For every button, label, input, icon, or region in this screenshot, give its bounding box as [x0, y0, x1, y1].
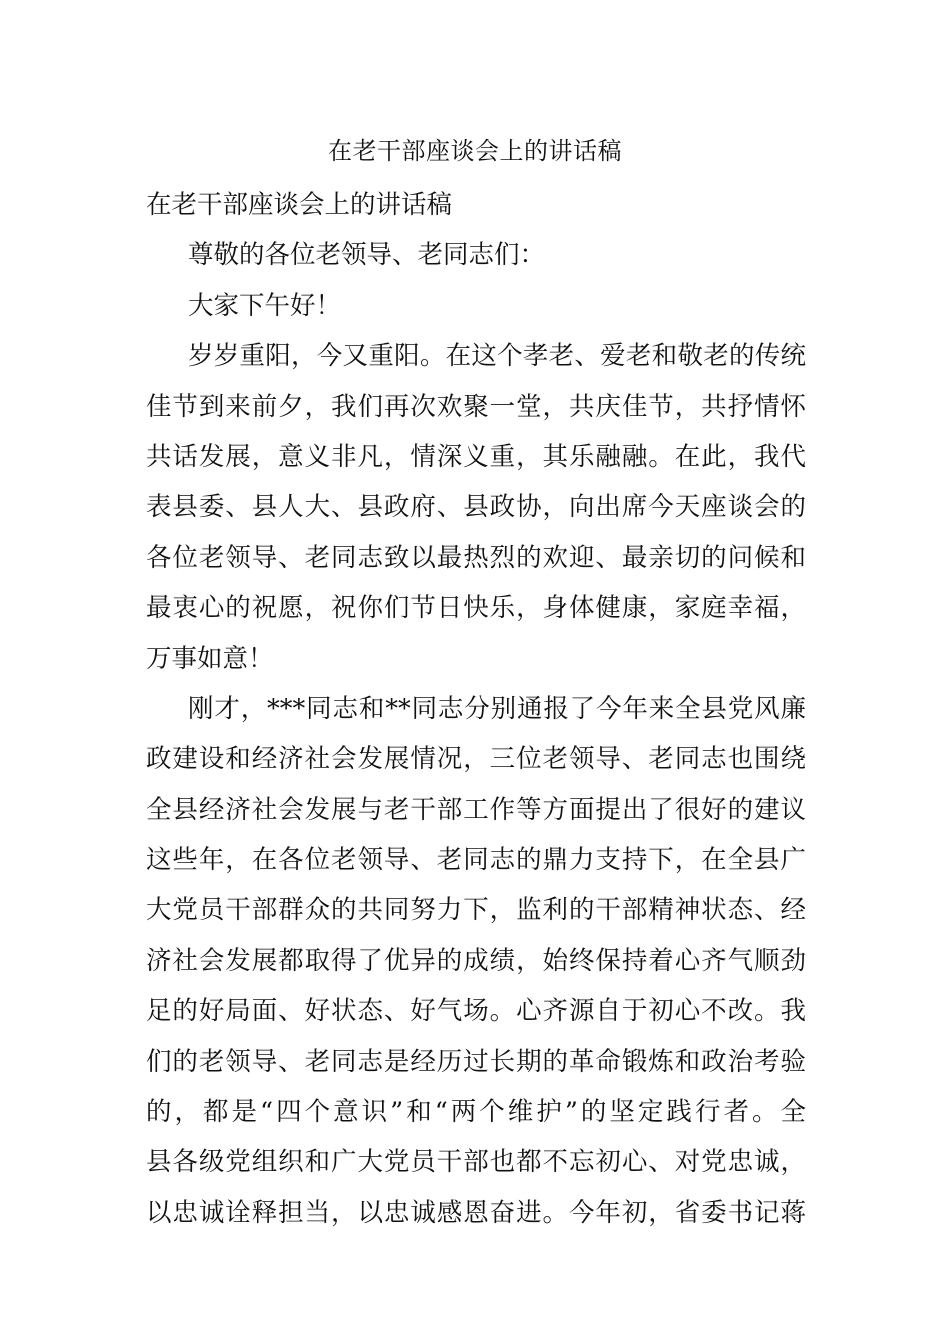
paragraph-2-line-5: 大党员干部群众的共同努力下，监利的干部精神状态、经	[146, 895, 806, 926]
paragraph-2-line-11: 以忠诚诠释担当，以忠诚感恩奋进。今年初，省委书记蒋	[146, 1197, 806, 1228]
paragraph-1-line-7: 万事如意！	[146, 643, 274, 674]
paragraph-1-line-5: 各位老领导、老同志致以最热烈的欢迎、最亲切的问候和	[146, 542, 806, 573]
paragraph-2-line-8: 们的老领导、老同志是经历过长期的革命锻炼和政治考验	[146, 1046, 806, 1077]
paragraph-1-line-4: 表县委、县人大、县政府、县政协，向出席今天座谈会的	[146, 492, 806, 523]
paragraph-2-line-2: 政建设和经济社会发展情况，三位老领导、老同志也围绕	[146, 744, 806, 775]
paragraph-2-line-3: 全县经济社会发展与老干部工作等方面提出了很好的建议	[146, 794, 806, 825]
salutation-line: 尊敬的各位老领导、老同志们：	[188, 240, 546, 271]
document-title: 在老干部座谈会上的讲话稿	[328, 137, 622, 165]
greeting-line: 大家下午好！	[188, 290, 342, 321]
paragraph-2-line-6: 济社会发展都取得了优异的成绩，始终保持着心齐气顺劲	[146, 945, 806, 976]
paragraph-1-line-2: 佳节到来前夕，我们再次欢聚一堂，共庆佳节，共抒情怀	[146, 391, 806, 422]
paragraph-2-line-7: 足的好局面、好状态、好气场。心齐源自于初心不改。我	[146, 996, 806, 1027]
paragraph-2-line-10: 县各级党组织和广大党员干部也都不忘初心、对党忠诚，	[146, 1147, 806, 1178]
paragraph-1-line-6: 最衷心的祝愿，祝你们节日快乐，身体健康，家庭幸福，	[146, 593, 806, 624]
subtitle-line: 在老干部座谈会上的讲话稿	[146, 190, 453, 220]
paragraph-1-line-3: 共话发展，意义非凡，情深义重，其乐融融。在此，我代	[146, 441, 806, 472]
paragraph-1-line-1: 岁岁重阳，今又重阳。在这个孝老、爱老和敬老的传统	[188, 341, 806, 372]
document-body	[146, 180, 806, 1238]
paragraph-2-line-9: 的，都是“四个意识”和“两个维护”的坚定践行者。全	[146, 1097, 806, 1128]
paragraph-2-line-1: 刚才，***同志和**同志分别通报了今年来全县党风廉	[188, 693, 806, 724]
paragraph-2-line-4: 这些年，在各位老领导、老同志的鼎力支持下，在全县广	[146, 845, 806, 876]
